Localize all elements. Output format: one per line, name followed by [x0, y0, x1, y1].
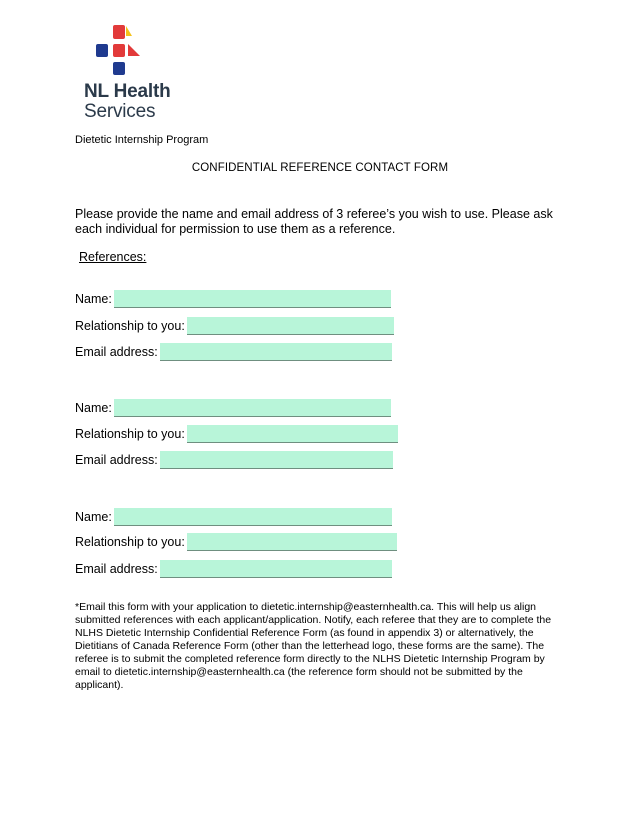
intro-paragraph: Please provide the name and email address of 3 referee’s you wish to use. Please ask each individual for permission to use them as a reference. [75, 207, 553, 236]
reference-3-relationship-field[interactable] [187, 533, 397, 551]
health-cross-logo-icon [92, 22, 152, 78]
reference-3-email-row [75, 558, 392, 578]
program-name: Dietetic Internship Program [75, 134, 209, 146]
reference-1-name-field[interactable] [114, 290, 391, 308]
reference-2-name-row [75, 397, 391, 417]
relationship-label: Relationship to you: [75, 535, 185, 549]
logo-line-1: NL Health [84, 81, 171, 102]
nl-health-services-logo [84, 22, 174, 122]
reference-1-relationship-field[interactable] [187, 317, 394, 335]
reference-3-email-field[interactable] [160, 560, 392, 578]
email-label: Email address: [75, 345, 158, 359]
email-label: Email address: [75, 562, 158, 576]
reference-2-relationship-field[interactable] [187, 425, 398, 443]
references-heading: References: [79, 250, 147, 264]
reference-2-email-field[interactable] [160, 451, 393, 469]
relationship-label: Relationship to you: [75, 319, 185, 333]
reference-2-name-field[interactable] [114, 399, 391, 417]
footnote: *Email this form with your application to dietetic.internship@easternhealth.ca. This will help us align submitted references with each applicant/application. Notify, each referee that they are to complete the NLHS Dietetic Internship Confidential Reference Form (as found in appendix 3) or alternatively, the Dietitians of Canada Reference Form (other than the letterhead logo, these forms are the same). The referee is to submit the completed reference form directly to the NLHS Dietetic Internship Program by email to dietetic.internship@easternhealth.ca (the reference form should not be submitted by the applicant). [75, 601, 552, 691]
form-title: CONFIDENTIAL REFERENCE CONTACT FORM [191, 162, 449, 174]
email-label: Email address: [75, 453, 158, 467]
reference-3-name-field[interactable] [114, 508, 392, 526]
name-label: Name: [75, 510, 112, 524]
reference-1-email-field[interactable] [160, 343, 392, 361]
relationship-label: Relationship to you: [75, 427, 185, 441]
reference-3-relationship-row [75, 531, 397, 551]
reference-1-email-row [75, 341, 392, 361]
logo-wordmark [84, 82, 171, 122]
reference-1-name-row [75, 288, 391, 308]
reference-2-email-row [75, 449, 393, 469]
name-label: Name: [75, 292, 112, 306]
name-label: Name: [75, 401, 112, 415]
reference-2-relationship-row [75, 423, 398, 443]
logo-line-2: Services [84, 101, 156, 122]
reference-3-name-row [75, 506, 392, 526]
reference-1-relationship-row [75, 315, 394, 335]
